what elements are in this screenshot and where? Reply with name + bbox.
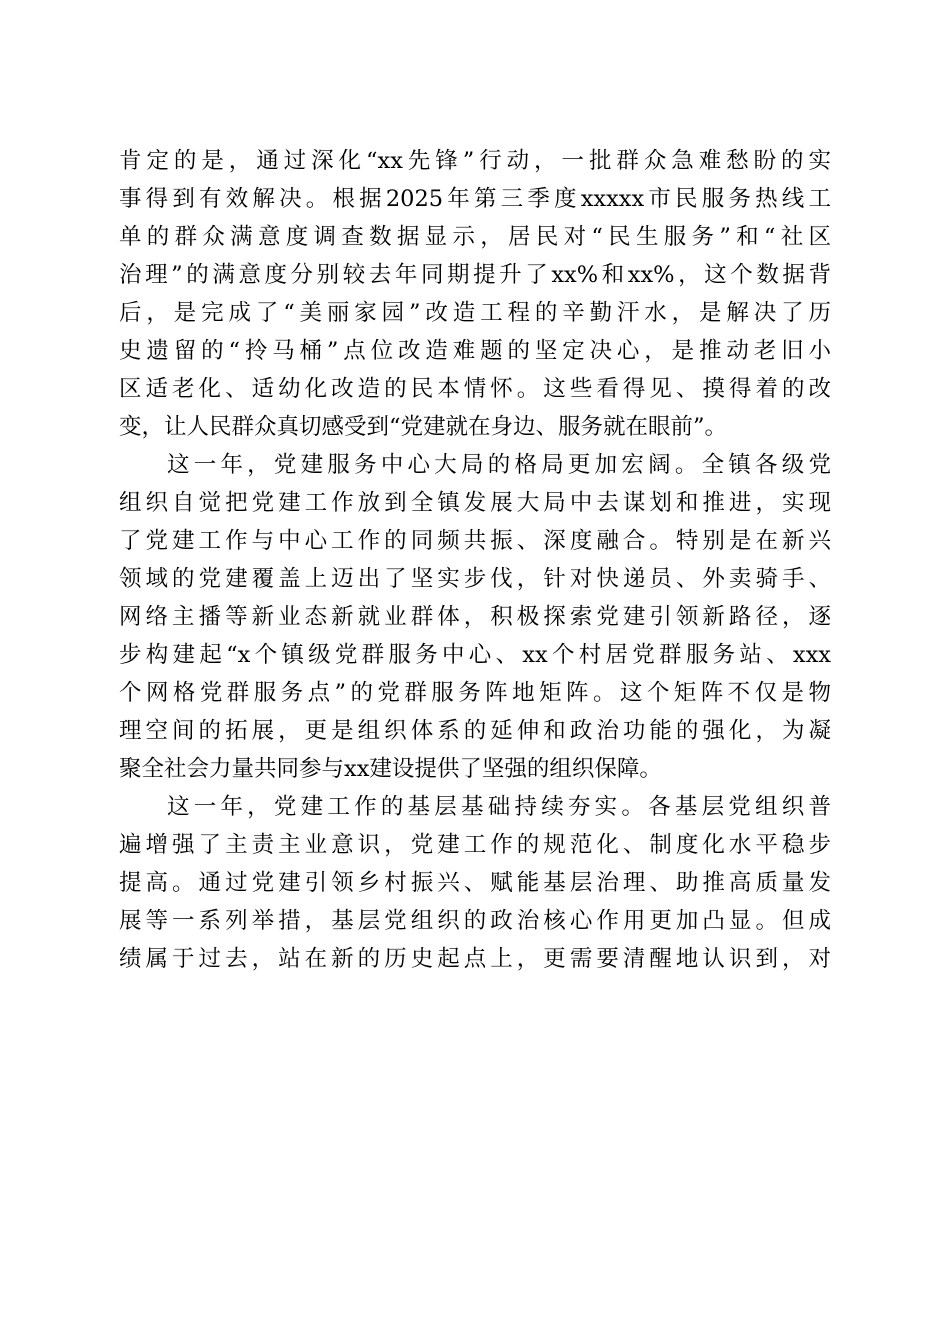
text-line: 遍增强了主责主业意识，党建工作的规范化、制度化水平稳步 xyxy=(119,832,831,858)
text-line: 肯定的是，通过深化“xx先锋”行动，一批群众急难愁盼的实 xyxy=(119,148,831,174)
text-line: 步构建起“x个镇级党群服务中心、xx个村居党群服务站、xxx xyxy=(119,642,831,668)
document-body xyxy=(119,142,831,978)
text-line: 理空间的拓展，更是组织体系的延伸和政治功能的强化，为凝 xyxy=(119,718,831,744)
text-line: 个网格党群服务点”的党群服务阵地矩阵。这个矩阵不仅是物 xyxy=(119,680,831,706)
text-line: 单的群众满意度调查数据显示，居民对“民生服务”和“社区 xyxy=(119,224,831,250)
text-line: 了党建工作与中心工作的同频共振、深度融合。特别是在新兴 xyxy=(119,528,831,554)
text-line: 变，让人民群众真切感受到“党建就在身边、服务就在眼前”。 xyxy=(119,414,728,440)
text-line: 网络主播等新业态新就业群体，积极探索党建引领新路径，逐 xyxy=(119,604,831,630)
paragraph-1 xyxy=(119,142,831,446)
text-line: 聚全社会力量共同参与xx建设提供了坚强的组织保障。 xyxy=(119,756,662,782)
text-line: 展等一系列举措，基层党组织的政治核心作用更加凸显。但成 xyxy=(119,908,831,934)
text-line: 这一年，党建服务中心大局的格局更加宏阔。全镇各级党 xyxy=(167,452,831,478)
text-line: 治理”的满意度分别较去年同期提升了xx%和xx%，这个数据背 xyxy=(119,262,831,288)
paragraph-2 xyxy=(119,446,831,788)
text-line: 领域的党建覆盖上迈出了坚实步伐，针对快递员、外卖骑手、 xyxy=(119,566,831,592)
text-line: 史遗留的“拎马桶”点位改造难题的坚定决心，是推动老旧小 xyxy=(119,338,831,364)
text-line: 这一年，党建工作的基层基础持续夯实。各基层党组织普 xyxy=(167,794,831,820)
text-line: 组织自觉把党建工作放到全镇发展大局中去谋划和推进，实现 xyxy=(119,490,831,516)
text-line: 绩属于过去，站在新的历史起点上，更需要清醒地认识到，对 xyxy=(119,946,831,972)
text-line: 提高。通过党建引领乡村振兴、赋能基层治理、助推高质量发 xyxy=(119,870,831,896)
text-line: 后，是完成了“美丽家园”改造工程的辛勤汗水，是解决了历 xyxy=(119,300,831,326)
text-line: 区适老化、适幼化改造的民本情怀。这些看得见、摸得着的改 xyxy=(119,376,831,402)
paragraph-3 xyxy=(119,788,831,978)
text-line: 事得到有效解决。根据2025年第三季度xxxxx市民服务热线工 xyxy=(119,186,831,212)
